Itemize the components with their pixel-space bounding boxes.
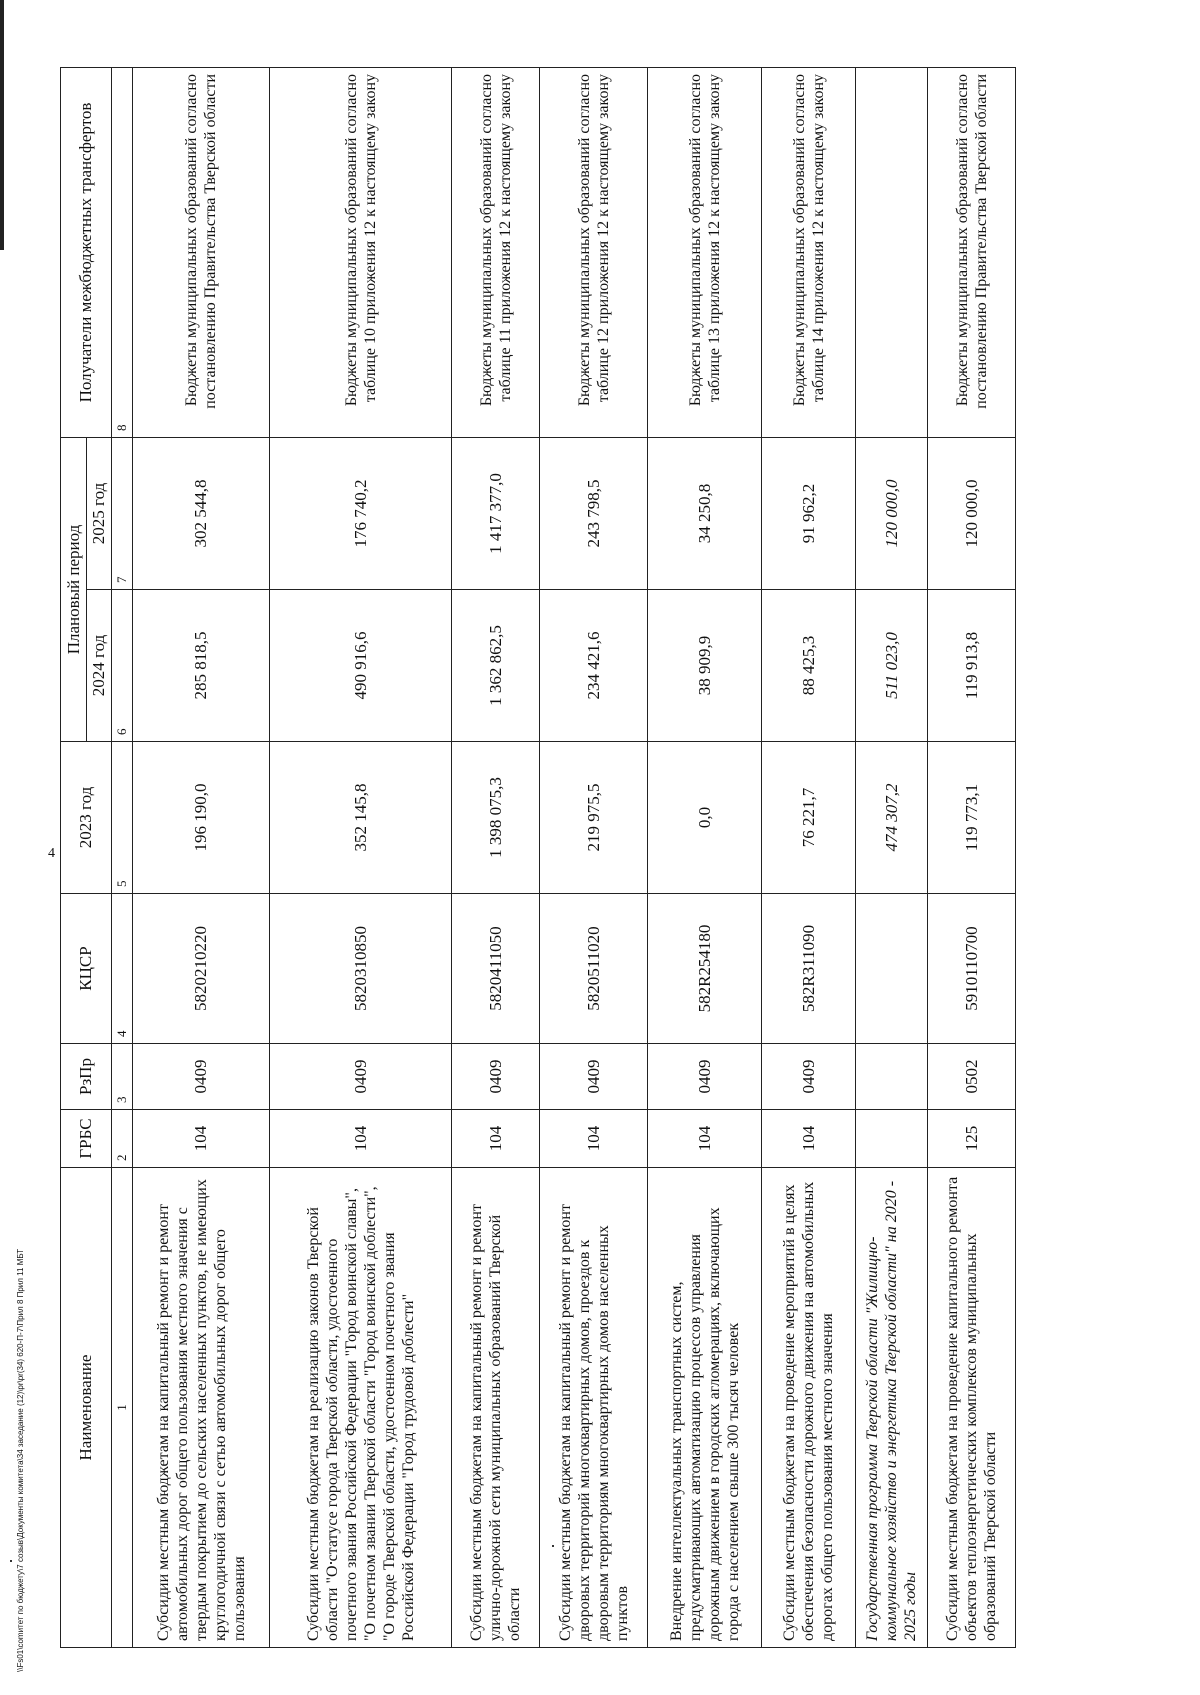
col-index: 8	[112, 67, 133, 437]
row-2024: 119 913,8	[928, 590, 1016, 742]
row-name: Государственная программа Тверской области "Жилищно-коммунальное хозяйство и энергетика Тверской области" на 2020 - 2025 годы	[856, 1168, 928, 1648]
header-2025: 2025 год	[87, 437, 112, 589]
row-kcsr	[856, 894, 928, 1044]
row-2025: 120 000,0	[856, 437, 928, 589]
row-rzpr: 0409	[133, 1044, 270, 1110]
row-2023: 0,0	[648, 742, 762, 894]
row-grbs: 104	[133, 1110, 270, 1168]
row-2025: 176 740,2	[270, 437, 452, 589]
row-2023: 352 145,8	[270, 742, 452, 894]
row-2023: 474 307,2	[856, 742, 928, 894]
row-grbs: 104	[540, 1110, 648, 1168]
row-2025: 91 962,2	[762, 437, 856, 589]
page-number: 4	[48, 846, 55, 861]
row-grbs: 104	[762, 1110, 856, 1168]
header-kcsr: КЦСР	[61, 894, 112, 1044]
row-recipient: Бюджеты муниципальных образований согласно постановлению Правительства Тверской области	[133, 67, 270, 437]
table-row	[762, 67, 856, 1647]
row-2024: 285 818,5	[133, 590, 270, 742]
row-kcsr: 5910110700	[928, 894, 1016, 1044]
row-kcsr: 5820411050	[452, 894, 540, 1044]
transfers-table	[60, 67, 1016, 1648]
table-row	[452, 67, 540, 1647]
row-rzpr: 0409	[762, 1044, 856, 1110]
row-2024: 38 909,9	[648, 590, 762, 742]
row-recipient: Бюджеты муниципальных образований согласно таблице 13 приложения 12 к настоящему закону	[648, 67, 762, 437]
row-2025: 120 000,0	[928, 437, 1016, 589]
col-index: 5	[112, 742, 133, 894]
col-index: 6	[112, 590, 133, 742]
row-rzpr	[856, 1044, 928, 1110]
row-grbs: 104	[270, 1110, 452, 1168]
row-recipient: Бюджеты муниципальных образований согласно таблице 11 приложения 12 к настоящему закону	[452, 67, 540, 437]
row-2025: 302 544,8	[133, 437, 270, 589]
row-2024: 490 916,6	[270, 590, 452, 742]
row-2024: 88 425,3	[762, 590, 856, 742]
header-row	[61, 67, 87, 1647]
table-row-program	[856, 67, 928, 1647]
col-index: 7	[112, 437, 133, 589]
header-grbs: ГРБС	[61, 1110, 112, 1168]
row-name: Субсидии местным бюджетам на реализацию законов Тверской области "О статусе города Тверской области, удостоенного почетного звания Российской Федерации "Город воинской славы", "О почетном звании Тверской области "Город воинской доблести", "О городе Тверской области, удостоенном почетного звания Российской Федерации "Город трудовой доблести"	[270, 1168, 452, 1648]
file-path-footer: \\Fs01\comитет по бюджету\7 созыв\Документы комитета\34 заседание (12)\pr\pr(34) 620-П-7\Прил 8 Прил 11 МБТ	[16, 1248, 25, 1672]
row-rzpr: 0409	[648, 1044, 762, 1110]
row-2024: 1 362 862,5	[452, 590, 540, 742]
row-2024: 234 421,6	[540, 590, 648, 742]
row-grbs: 104	[648, 1110, 762, 1168]
row-recipient	[856, 67, 928, 437]
row-rzpr: 0409	[452, 1044, 540, 1110]
row-rzpr: 0409	[270, 1044, 452, 1110]
row-recipient: Бюджеты муниципальных образований согласно таблице 10 приложения 12 к настоящему закону	[270, 67, 452, 437]
rotated-page	[60, 68, 1160, 1648]
row-recipient: Бюджеты муниципальных образований согласно таблице 14 приложения 12 к настоящему закону	[762, 67, 856, 437]
row-grbs	[856, 1110, 928, 1168]
row-grbs: 104	[452, 1110, 540, 1168]
row-2025: 243 798,5	[540, 437, 648, 589]
row-name: Внедрение интеллектуальных транспортных систем, предусматривающих автоматизацию процессов управления дорожным движением в городских агломерациях, включающих города с населением свыше 300 тысяч человек	[648, 1168, 762, 1648]
table-row	[270, 67, 452, 1647]
row-kcsr: 582R311090	[762, 894, 856, 1044]
table-row	[648, 67, 762, 1647]
row-recipient: Бюджеты муниципальных образований согласно таблице 12 приложения 12 к настоящему закону	[540, 67, 648, 437]
row-kcsr: 582R254180	[648, 894, 762, 1044]
row-2023: 76 221,7	[762, 742, 856, 894]
col-index: 3	[112, 1044, 133, 1110]
row-2023: 1 398 075,3	[452, 742, 540, 894]
col-index: 2	[112, 1110, 133, 1168]
row-name: Субсидии местным бюджетам на капитальный ремонт и ремонт улично-дорожной сети муниципальных образований Тверской области	[452, 1168, 540, 1648]
row-kcsr: 5820210220	[133, 894, 270, 1044]
row-name: Субсидии местным бюджетам на капитальный ремонт и ремонт автомобильных дорог общего пользования местного значения с твердым покрытием до сельских населенных пунктов, не имеющих круглогодичной связи с сетью автомобильных дорог общего пользования	[133, 1168, 270, 1648]
col-index: 4	[112, 894, 133, 1044]
row-kcsr: 5820511020	[540, 894, 648, 1044]
header-2023: 2023 год	[61, 742, 112, 894]
row-rzpr: 0409	[540, 1044, 648, 1110]
header-name: Наименование	[61, 1168, 112, 1648]
table-row	[540, 67, 648, 1647]
header-recipients: Получатели межбюджетных трансфертов	[61, 67, 112, 437]
row-2024: 511 023,0	[856, 590, 928, 742]
header-2024: 2024 год	[87, 590, 112, 742]
col-index: 1	[112, 1168, 133, 1648]
table-row	[928, 67, 1016, 1647]
header-planned-period: Плановый период	[61, 437, 87, 741]
table-row	[133, 67, 270, 1647]
row-2023: 219 975,5	[540, 742, 648, 894]
row-name: Субсидии местным бюджетам на проведение капитального ремонта объектов теплоэнергетических комплексов муниципальных образований Тверской области	[928, 1168, 1016, 1648]
row-name: Субсидии местным бюджетам на капитальный ремонт и ремонт дворовых территорий многоквартирных домов, проездов к дворовым территориям многоквартирных домов населенных пунктов	[540, 1168, 648, 1648]
row-recipient: Бюджеты муниципальных образований согласно постановлению Правительства Тверской области	[928, 67, 1016, 437]
row-rzpr: 0502	[928, 1044, 1016, 1110]
row-kcsr: 5820310850	[270, 894, 452, 1044]
header-rzpr: РзПр	[61, 1044, 112, 1110]
scan-mark	[10, 1560, 12, 1562]
row-name: Субсидии местным бюджетам на проведение мероприятий в целях обеспечения безопасности дорожного движения на автомобильных дорогах общего пользования местного значения	[762, 1168, 856, 1648]
scan-edge-line	[0, 0, 4, 250]
row-2023: 119 773,1	[928, 742, 1016, 894]
row-2025: 34 250,8	[648, 437, 762, 589]
row-2025: 1 417 377,0	[452, 437, 540, 589]
column-index-row	[112, 67, 133, 1647]
row-2023: 196 190,0	[133, 742, 270, 894]
row-grbs: 125	[928, 1110, 1016, 1168]
